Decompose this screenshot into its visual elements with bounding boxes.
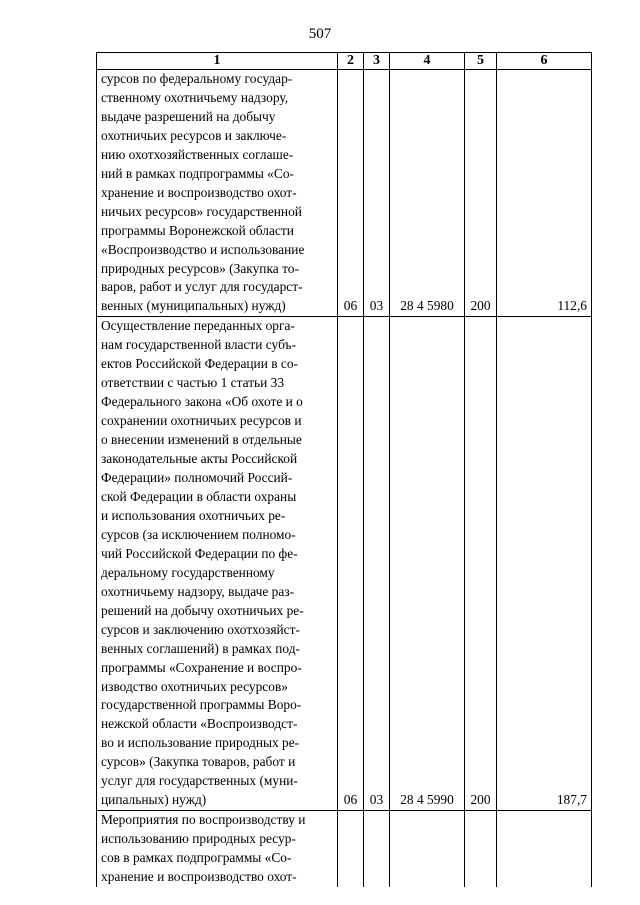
row-amount [497,811,592,887]
row-target-code: 28 4 5980 [390,70,465,317]
page-number: 507 [308,26,332,42]
row-section-code: 06 [338,317,364,811]
row-subsection-code [364,811,390,887]
header-col-4: 4 [390,53,465,70]
row-description: Мероприятия по воспроизводству и использованию природных ресур- сов в рамках подпрограммы «Со- хранение и воспроизводство охот- [97,811,338,887]
row-expense-type [465,811,497,887]
header-col-3: 3 [364,53,390,70]
table-row [97,70,592,317]
row-target-code: 28 4 5990 [390,317,465,811]
row-amount: 112,6 [497,70,592,317]
header-row [97,53,592,70]
header-col-1: 1 [97,53,338,70]
row-description: Осуществление переданных орга- нам государственной власти субъ- ектов Российской Федерации в со- ответствии с частью 1 статьи 33 Федерального закона «Об охоте и о сохранении охотничьих ресурсов и о внесении изменений в отдельные законодательные акты Российской Федерации» полномочий Россий- ской Федерации в области охраны и использования охотничьих ре- сурсов (за исключением полномо- чий Российской Федерации по фе- деральному государственному охотничьему надзору, выдаче раз- решений на добычу охотничьих ре- сурсов и заключению охотхозяйст- венных соглашений) в рамках под- программы «Сохранение и воспро- изводство охотничьих ресурсов» государственной программы Воро- нежской области «Воспроизводст- во и использование природных ре- сурсов» (Закупка товаров, работ и услуг для государственных (муни- ципальных) нужд) [97,317,338,811]
row-expense-type: 200 [465,317,497,811]
row-subsection-code: 03 [364,317,390,811]
row-amount: 187,7 [497,317,592,811]
row-target-code [390,811,465,887]
header-col-2: 2 [338,53,364,70]
budget-table [96,52,592,887]
table-row [97,811,592,887]
row-description: сурсов по федеральному государ- ственному охотничьему надзору, выдаче разрешений на добычу охотничьих ресурсов и заключе- нию охотхозяйственных соглаше- ний в рамках подпрограммы «Со- хранение и воспроизводство охот- ничьих ресурсов» государственной программы Воронежской области «Воспроизводство и использование природных ресурсов» (Закупка то- варов, работ и услуг для государст- венных (муниципальных) нужд) [97,70,338,317]
row-subsection-code: 03 [364,70,390,317]
row-expense-type: 200 [465,70,497,317]
header-col-6: 6 [497,53,592,70]
row-section-code [338,811,364,887]
row-section-code: 06 [338,70,364,317]
header-col-5: 5 [465,53,497,70]
table-row [97,317,592,811]
